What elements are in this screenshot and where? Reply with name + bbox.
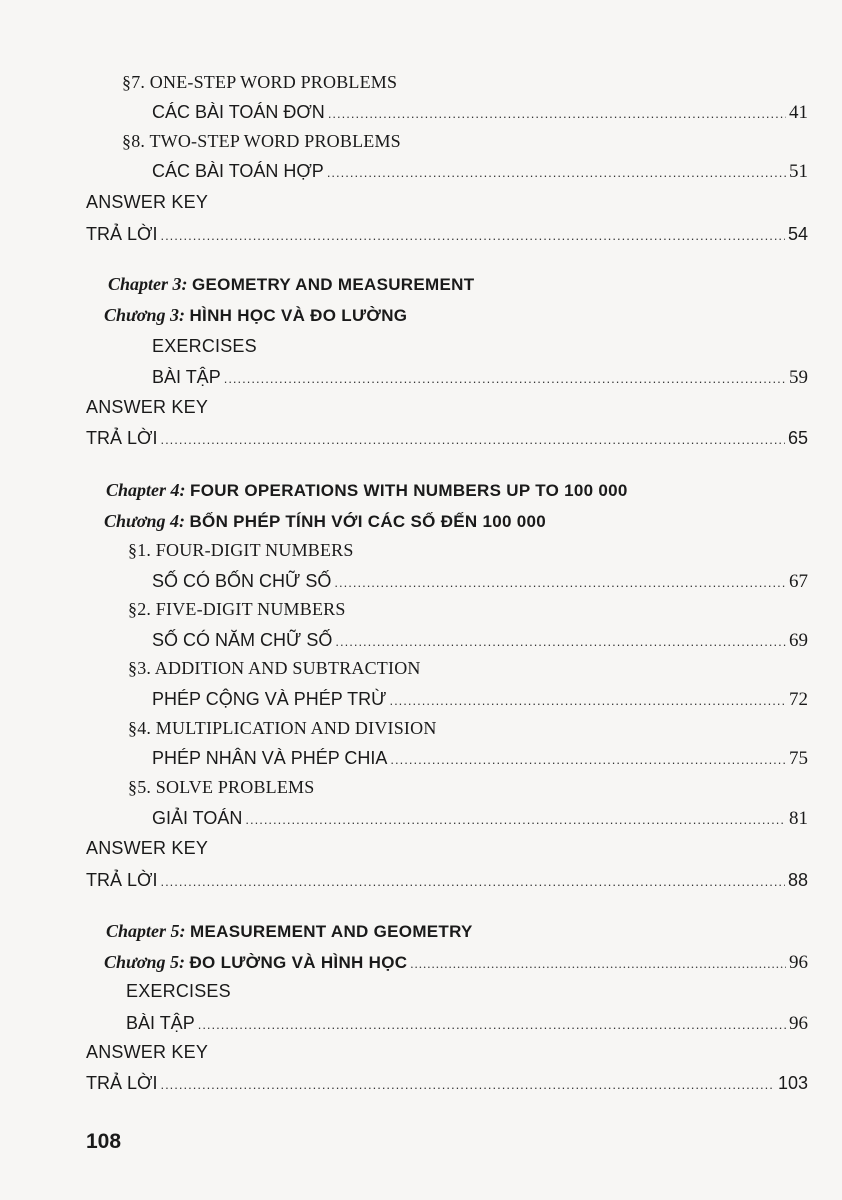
toc-entry-title: ANSWER KEY [86,838,209,858]
chapter-heading [106,917,473,945]
dot-leader [160,426,785,454]
toc-entry-label: CÁC BÀI TOÁN ĐƠN [152,102,325,122]
toc-page-number: 103 [777,1073,808,1093]
toc-entry-title: §3. ADDITION AND SUBTRACTION [128,658,421,678]
dot-leader [160,868,785,896]
toc-page-number: 65 [787,428,808,448]
dot-leader [410,950,786,978]
dot-leader [390,746,786,774]
toc-entry-title: §2. FIVE-DIGIT NUMBERS [128,599,346,619]
toc-entry-label: PHÉP CỘNG VÀ PHÉP TRỪ [152,689,387,709]
toc-page-number: 54 [787,224,808,244]
toc-page-number: 59 [789,367,808,388]
toc-entry-label: SỐ CÓ NĂM CHỮ SỐ [152,630,333,650]
chapter-heading [108,270,474,298]
dot-leader [160,222,785,250]
toc-entry-label: TRẢ LỜI [86,870,158,890]
toc-entry-label: TRẢ LỜI [86,1073,158,1093]
toc-entry [86,866,808,894]
toc-entry [86,424,808,452]
toc-entry [152,744,808,772]
toc-entry-label: GIẢI TOÁN [152,808,243,828]
chapter-label: Chapter 3: [108,274,188,294]
toc-entry [152,804,808,832]
chapter-label: Chương 3: [104,305,185,325]
toc-page-number: 88 [787,870,808,890]
chapter-title: FOUR OPERATIONS WITH NUMBERS UP TO 100 000 [190,481,628,500]
toc-entry-title: ANSWER KEY [86,192,209,212]
chapter-title: MEASUREMENT AND GEOMETRY [190,922,473,941]
chapter-label: Chương 5: [104,952,185,972]
toc-page-number: 72 [789,689,808,710]
dot-leader [245,806,786,834]
toc-entry-title: §1. FOUR-DIGIT NUMBERS [128,540,354,560]
toc-entry [152,157,808,185]
toc-page-number: 51 [789,161,808,182]
toc-entry [104,948,808,976]
toc-entry [152,685,808,713]
chapter-heading [106,476,628,504]
toc-entry-title: ANSWER KEY [86,397,209,417]
toc-page-number: 69 [789,630,808,651]
toc-entry [152,626,808,654]
toc-entry [126,1009,808,1037]
dot-leader [328,100,786,128]
toc-page-number: 67 [789,571,808,592]
chapter-title: HÌNH HỌC VÀ ĐO LƯỜNG [189,306,408,325]
toc-entry [86,220,808,248]
chapter-title: GEOMETRY AND MEASUREMENT [192,275,475,294]
toc-entry-title: EXERCISES [126,981,231,1001]
dot-leader [389,687,786,715]
toc-entry-title: §4. MULTIPLICATION AND DIVISION [128,718,437,738]
toc-page-number: 41 [789,102,808,123]
chapter-title: BỐN PHÉP TÍNH VỚI CÁC SỐ ĐẾN 100 000 [189,512,547,531]
toc-entry-title: EXERCISES [152,336,257,356]
toc-entry-label: PHÉP NHÂN VÀ PHÉP CHIA [152,748,388,768]
toc-entry [86,1069,808,1097]
toc-page-number: 81 [789,808,808,829]
toc-page-number: 96 [789,952,808,973]
toc-entry [152,567,808,595]
chapter-heading [104,301,407,329]
toc-entry-label [104,948,407,977]
chapter-heading [104,507,546,535]
chapter-label: Chapter 4: [106,480,186,500]
toc-entry-label: BÀI TẬP [126,1013,195,1033]
dot-leader [334,569,786,597]
toc-entry-title: §8. TWO-STEP WORD PROBLEMS [122,131,401,151]
dot-leader [224,365,786,393]
toc-page-number: 75 [789,748,808,769]
toc-entry-label: TRẢ LỜI [86,224,158,244]
dot-leader [198,1011,786,1039]
toc-entry-label: BÀI TẬP [152,367,221,387]
toc-entry [152,363,808,391]
toc-entry-title: §7. ONE-STEP WORD PROBLEMS [122,72,398,92]
dot-leader [160,1071,775,1099]
toc-entry-title: §5. SOLVE PROBLEMS [128,777,315,797]
toc-entry-title: ANSWER KEY [86,1042,209,1062]
toc-page-number: 96 [789,1013,808,1034]
page-number: 108 [86,1130,122,1153]
chapter-label: Chapter 5: [106,921,186,941]
chapter-title: ĐO LƯỜNG VÀ HÌNH HỌC [189,953,408,972]
dot-leader [327,159,786,187]
toc-entry-label: TRẢ LỜI [86,428,158,448]
chapter-label: Chương 4: [104,511,185,531]
toc-entry [152,98,808,126]
toc-entry-label: SỐ CÓ BỐN CHỮ SỐ [152,571,332,591]
dot-leader [335,628,786,656]
toc-entry-label: CÁC BÀI TOÁN HỢP [152,161,324,181]
